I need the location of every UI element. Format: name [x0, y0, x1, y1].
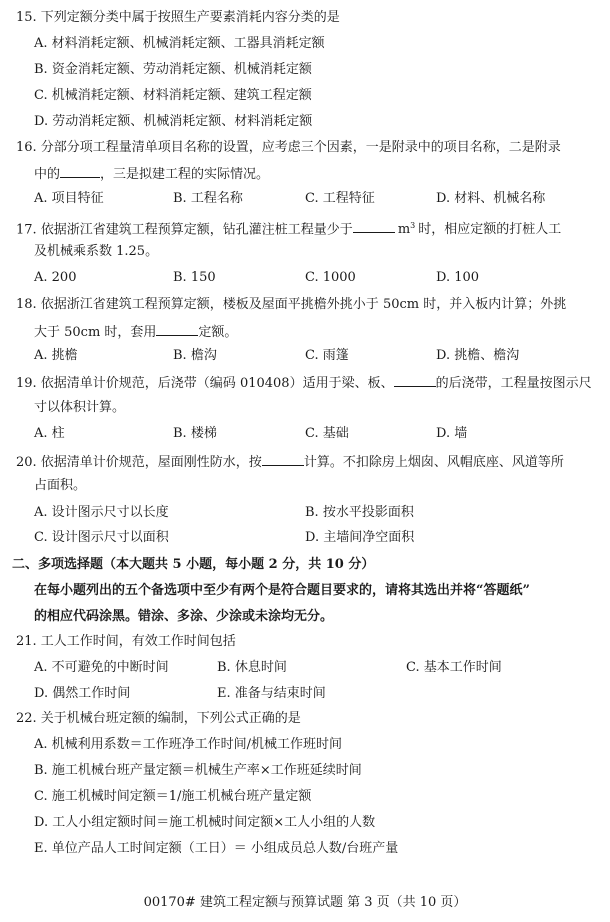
q16-option-c: C. 工程特征: [305, 191, 375, 206]
q19-line1-pre: 19. 依据清单计价规范，后浇带（编码 010408）适用于梁、板、: [16, 376, 394, 391]
q22-stem: 22. 关于机械台班定额的编制，下列公式正确的是: [16, 711, 301, 726]
q21-option-a: A. 不可避免的中断时间: [34, 660, 169, 675]
q15-stem: 15. 下列定额分类中属于按照生产要素消耗内容分类的是: [16, 10, 340, 25]
q22-option-c: C. 施工机械时间定额＝1/施工机械台班产量定额: [34, 789, 312, 804]
q20-blank: [262, 451, 304, 466]
q19-option-b: B. 楼梯: [173, 426, 217, 441]
q19-blank: [394, 372, 436, 387]
q16-stem-line2: [34, 163, 269, 185]
q17-option-a: A. 200: [34, 270, 77, 285]
q17-option-d: D. 100: [436, 270, 480, 285]
q20-line1-post: 计算。不扣除房上烟囱、风帽底座、风道等所: [303, 455, 564, 470]
q15-option-b: B. 资金消耗定额、劳动消耗定额、机械消耗定额: [34, 62, 312, 77]
q16-line2-post: ，三是拟建工程的实际情况。: [100, 167, 270, 182]
q18-line2-pre: 大于 50cm 时，套用: [34, 325, 157, 340]
q15-option-c: C. 机械消耗定额、材料消耗定额、建筑工程定额: [34, 88, 312, 103]
q17-stem-line1: [16, 216, 561, 240]
q17-line1-post: 时，相应定额的打桩人工: [418, 222, 562, 238]
q17-unit-sup: 3: [410, 221, 416, 230]
q17-blank: [353, 218, 395, 233]
q18-blank: [156, 321, 198, 336]
q21-stem: 21. 工人工作时间，有效工作时间包括: [16, 634, 236, 649]
q15-option-d: D. 劳动消耗定额、机械消耗定额、材料消耗定额: [34, 114, 313, 129]
q18-option-b: B. 檐沟: [173, 348, 217, 363]
q16-option-a: A. 项目特征: [34, 191, 104, 206]
q21-option-e: E. 准备与结束时间: [217, 686, 326, 701]
q20-stem-line2: 占面积。: [34, 478, 87, 493]
q16-blank: [60, 163, 100, 178]
q18-stem-line1: 18. 依据浙江省建筑工程预算定额，楼板及屋面平挑檐外挑小于 50cm 时，并入板内计算；外挑: [16, 297, 567, 312]
q20-stem-line1: [16, 451, 564, 473]
q15-option-a: A. 材料消耗定额、机械消耗定额、工器具消耗定额: [34, 36, 325, 51]
q19-stem-line1: [16, 372, 592, 394]
q21-option-d: D. 偶然工作时间: [34, 686, 131, 701]
q16-option-d: D. 材料、机械名称: [436, 191, 546, 206]
q19-option-a: A. 柱: [34, 426, 65, 441]
q17-stem-line2: 及机械乘系数 1.25。: [34, 244, 159, 259]
q16-stem-line1: 16. 分部分项工程量清单项目名称的设置，应考虑三个因素，一是附录中的项目名称，二是附录: [16, 140, 561, 155]
section-title: 二、多项选择题（本大题共 5 小题，每小题 2 分，共 10 分）: [12, 557, 375, 572]
section-instruction-line2: 的相应代码涂黑。错涂、多涂、少涂或未涂均无分。: [34, 609, 334, 624]
q19-option-d: D. 墙: [436, 426, 468, 441]
q22-option-b: B. 施工机械台班产量定额＝机械生产率×工作班延续时间: [34, 763, 362, 778]
q18-stem-line2: [34, 321, 237, 343]
q21-option-b: B. 休息时间: [217, 660, 287, 675]
q18-option-c: C. 雨篷: [305, 348, 349, 363]
q20-option-b: B. 按水平投影面积: [305, 505, 414, 520]
q18-option-d: D. 挑檐、檐沟: [436, 348, 520, 363]
q20-option-d: D. 主墙间净空面积: [305, 530, 415, 545]
q16-option-b: B. 工程名称: [173, 191, 243, 206]
q20-option-a: A. 设计图示尺寸以长度: [34, 505, 169, 520]
q19-line1-post: 的后浇带，工程量按图示尺: [435, 376, 592, 391]
q17-line1-pre: 17. 依据浙江省建筑工程预算定额，钻孔灌注桩工程量少于: [16, 222, 353, 238]
q17-option-b: B. 150: [173, 270, 216, 285]
q16-line2-pre: 中的: [34, 167, 61, 182]
q18-line2-post: 定额。: [198, 325, 238, 340]
q17-option-c: C. 1000: [305, 270, 356, 285]
q22-option-a: A. 机械利用系数＝工作班净工作时间/机械工作班时间: [34, 737, 343, 752]
q18-option-a: A. 挑檐: [34, 348, 78, 363]
page-footer: 00170# 建筑工程定额与预算试题 第 3 页（共 10 页）: [143, 895, 467, 910]
q22-option-d: D. 工人小组定额时间＝施工机械时间定额×工人小组的人数: [34, 815, 376, 830]
q22-option-e: E. 单位产品人工时间定额（工日）＝ 小组成员总人数/台班产量: [34, 841, 399, 856]
q20-line1-pre: 20. 依据清单计价规范，屋面刚性防水，按: [16, 455, 262, 470]
q20-option-c: C. 设计图示尺寸以面积: [34, 530, 169, 545]
section-instruction-line1: 在每小题列出的五个备选项中至少有两个是符合题目要求的，请将其选出并将“答题纸”: [34, 583, 530, 598]
q21-option-c: C. 基本工作时间: [406, 660, 502, 675]
q19-option-c: C. 基础: [305, 426, 349, 441]
q17-unit: m: [397, 222, 411, 238]
q19-stem-line2: 寸以体积计算。: [34, 400, 126, 415]
